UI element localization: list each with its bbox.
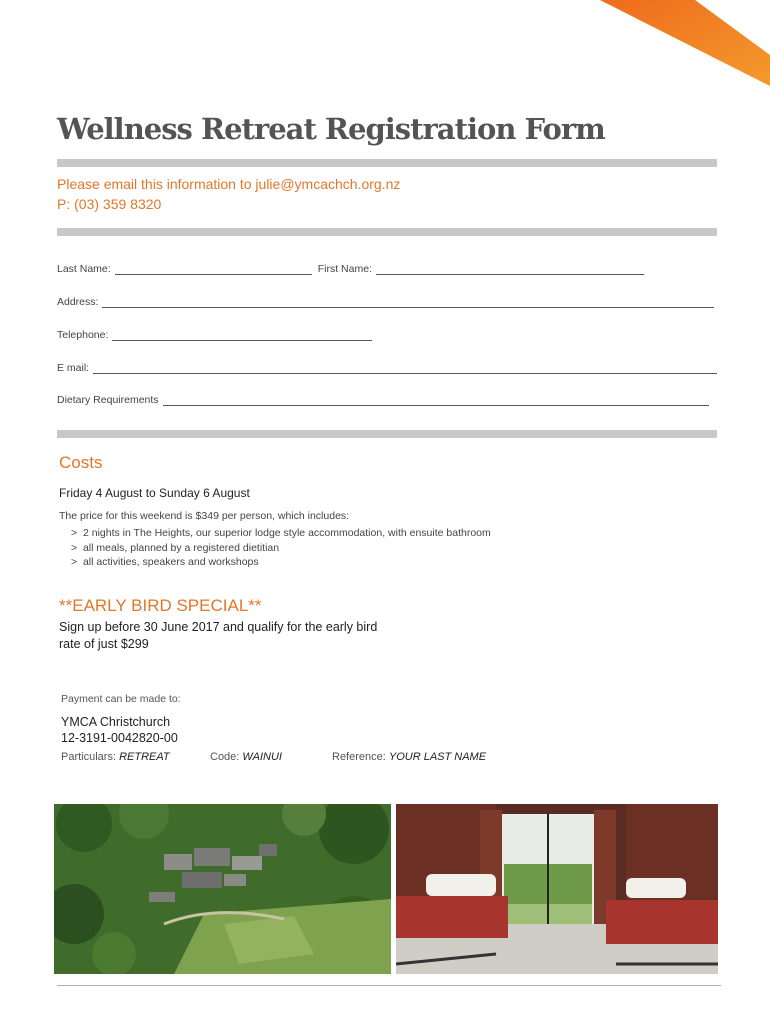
- divider-bar: [57, 159, 717, 167]
- phone-number: P: (03) 359 8320: [57, 196, 162, 212]
- last-name-input-line[interactable]: [115, 263, 312, 275]
- particulars-label: Particulars:: [61, 751, 117, 763]
- footer-divider: [57, 985, 721, 986]
- corner-ribbon-decoration: [600, 0, 770, 90]
- payment-intro: Payment can be made to:: [61, 693, 181, 705]
- account-name: YMCA Christchurch: [61, 715, 171, 729]
- address-input-line[interactable]: [102, 296, 714, 308]
- particulars: [61, 751, 170, 763]
- retreat-dates: Friday 4 August to Sunday 6 August: [59, 486, 250, 500]
- list-item: > all activities, speakers and workshops: [71, 555, 491, 570]
- bank-details: [61, 714, 178, 746]
- divider-bar: [57, 228, 717, 236]
- includes-list: [71, 526, 491, 570]
- code: [210, 751, 282, 763]
- first-name-input-line[interactable]: [376, 263, 644, 275]
- divider-bar: [57, 430, 717, 438]
- price-description: The price for this weekend is $349 per person, which includes:: [59, 510, 350, 522]
- particulars-value: RETREAT: [119, 751, 170, 763]
- email-instruction: Please email this information to julie@ymcachch.org.nz: [57, 176, 401, 192]
- first-name-label: First Name:: [317, 263, 372, 275]
- address-field[interactable]: [57, 296, 714, 308]
- dietary-input-line[interactable]: [163, 394, 709, 406]
- list-item: > all meals, planned by a registered dietitian: [71, 541, 491, 556]
- code-label: Code:: [210, 751, 240, 763]
- contact-info: [57, 174, 400, 214]
- account-number: 12-3191-0042820-00: [61, 731, 178, 745]
- form-title: Wellness Retreat Registration Form: [57, 112, 605, 146]
- email-field[interactable]: [57, 362, 717, 374]
- last-name-label: Last Name:: [57, 263, 111, 275]
- reference: [332, 751, 486, 763]
- email-label: E mail:: [57, 362, 90, 374]
- aerial-lodge-photo: [54, 804, 391, 974]
- address-label: Address:: [57, 296, 99, 308]
- bedroom-photo: [396, 804, 718, 974]
- telephone-input-line[interactable]: [112, 329, 372, 341]
- list-item: > 2 nights in The Heights, our superior lodge style accommodation, with ensuite bathroom: [71, 526, 491, 541]
- telephone-label: Telephone:: [57, 329, 109, 341]
- last-name-field[interactable]: [57, 263, 644, 275]
- dietary-label: Dietary Requirements: [57, 394, 159, 406]
- early-bird-text: Sign up before 30 June 2017 and qualify for the early bird rate of just $299: [59, 620, 378, 651]
- email-input-line[interactable]: [93, 362, 717, 374]
- reference-value: YOUR LAST NAME: [388, 751, 487, 763]
- reference-label: Reference:: [332, 751, 386, 763]
- early-bird-heading: **EARLY BIRD SPECIAL**: [59, 596, 262, 615]
- costs-heading: Costs: [59, 453, 103, 472]
- dietary-field[interactable]: [57, 394, 709, 406]
- code-value: WAINUI: [242, 751, 282, 763]
- telephone-field[interactable]: [57, 329, 372, 341]
